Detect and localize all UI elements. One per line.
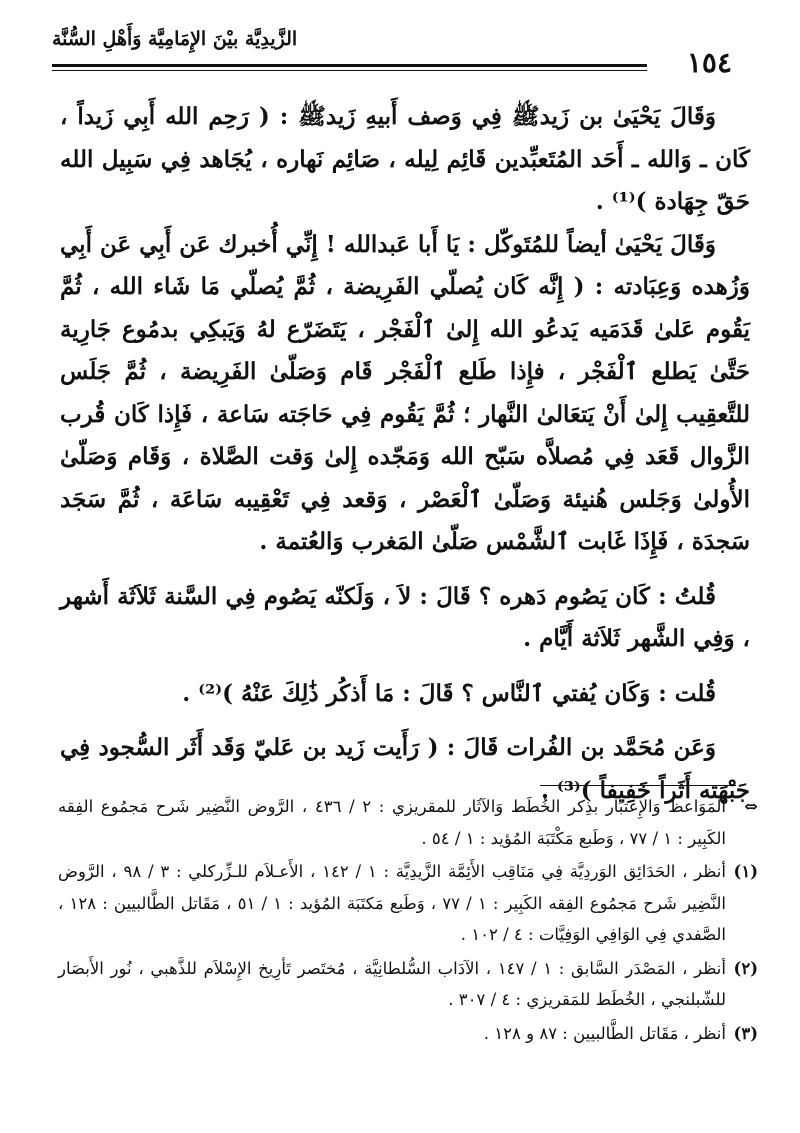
footnote-text: أنظر ، المَصْدَر السَّابق : ١ / ١٤٧ ، الآدَاب السُّلطانِيَّة ، مُختَصر تَأرِيخ الإِسْلاَم للذَّهبي ، نُور الأَبصَار للشّبلنجي ، الخُطَط للمَقريزي : ٤ / ٣٠٧ . [58,958,726,1009]
paragraph: قُلتُ : كَان يَصُوم دَهره ؟ قَالَ : لاَ ، وَلَكنّه يَصُوم فِي السَّنة ثَلاَثَة أَشهر ، وَفِي الشَّهر ثَلاَثة أَيَّام . [60,582,750,652]
page-number: ١٥٤ [686,46,732,79]
footnote-text: المَوَاعظ وَالإِعتبَار بذِكر الخُطَط وَالآثَار للمقريزي : ٢ / ٤٣٦ ، الرَّوض النَّضِير شَرح مَجمُوع الفِقه الكَبِير : ١ / ٧٧ ، وَطَبع مَكْتَبَة المُؤيد : ١ / ٥٤ . [58,797,726,848]
footnote-item [58,953,758,1016]
paragraph: وَعَن مُحَمَّد بن الفُرات قَالَ : ( رَأَيت زَيد بن عَليّ وَقَد أَثَر السُّجود فِي جَبْهَته أَثَراً خَفِيفاً )⁽³⁾ . [60,734,750,804]
footnote-item [58,791,758,854]
footnote-mark: (٢) [733,958,758,978]
main-text [60,96,750,812]
footnote-item [58,856,758,951]
footnote-mark: (١) [733,862,758,881]
running-header-title: الزَّيدِيَّة بيْنَ الإِمَامِيَّة وَأَهْلِ السُّنَّة [52,28,298,50]
paragraph: قُلت : وَكَان يُفتي ٱلنَّاس ؟ قَالَ : مَا أَذكُر ذَٰلِكَ عَنْهُ )⁽²⁾ . [182,679,716,707]
footnote-separator [540,785,736,786]
header-rule-thin [52,70,647,71]
paragraph: وَقَالَ يَحْيَىٰ أيضاً للمُتَوكّل : يَا أَبا عَبدالله ! إِنِّي أُخبرك عَن أَبِي عَن أَبِي وَزُهده وَعِبَادته : ( إِنَّه كَان يُصلّي الفَرِيضة ، ثُمَّ يُصلّي مَا شَاء الله ، ثُمَّ يَقُوم عَلىٰ قَدَمَيه يَدعُو الله إِلىٰ ٱلْفَجْر ، يَتَضَرّع لهُ وَيَبكِي بدمُوع جَارِية حَتَّىٰ يَطلع ٱلْفَجْر ، فإِذا طَلع ٱلْفَجْر قَام وَصَلّىٰ الفَرِيضة ، ثُمَّ جَلَس للتَّعقِيب إِلىٰ أَنْ يَتعَالىٰ النَّهار ؛ ثُمَّ يَقُوم فِي حَاجَته سَاعة ، فَإِذا كَان قُرب الزَّوال قَعَد فِي مُصلاَّه سَبّح الله وَمَجّده إِلىٰ وَقت الصَّلاة ، وَقَام وَصَلّىٰ الأُولىٰ وَجَلس هُنيئة وَصَلّىٰ ٱلْعَصْر ، وَقعد فِي تَعْقِيبه سَاعَة ، ثُمَّ سَجَد سَجدَة ، فَإِذَا غَابت ٱلشَّمْس صَلّىٰ المَغرب وَالعُتمة . [60,230,750,555]
footnote-item [58,1018,758,1050]
footnote-mark: ⇔ [744,797,758,816]
footnotes [58,791,758,1051]
footnote-text: أنظر ، الحَدَائِق الوَردِيَّة فِي مَنَاقِب الأَئِمَّة الزَّيدِيَّة : ١ / ١٤٢ ، الأَعـلاَم للـزِّركلي : ٣ / ٩٨ ، الرَّوض النَّضِير شَرح مَجمُوع الفِقه الكَبِير : ١ / ٧٧ ، وَطَبع مَكتَبَة المُؤيد : ١ / ٥١ ، مَقَاتل الطَّالبيين : ١٢٨ ، الصَّفدي فِي الوَافِي الوَفِيَّات : ٤ / ١٠٢ . [58,862,726,944]
header-rule-thick [52,64,647,67]
footnote-text: أنظر ، مَقَاتل الطَّالبيين : ٨٧ و ١٢٨ . [483,1023,726,1043]
footnote-mark: (٣) [733,1023,758,1043]
paragraph: وَقَالَ يَحْيَىٰ بن زَيدﷺ فِي وَصف أَبيهِ زَيدﷺ : ( رَحِم الله أَبِي زَيداً ، كَان ـ وَالله ـ أَحَد المُتَعبِّدين قَائِم لِيله ، صَائِم نَهاره ، يُجَاهد فِي سَبِيل الله حَقّ جِهَادة )⁽¹⁾ . [60,103,750,215]
